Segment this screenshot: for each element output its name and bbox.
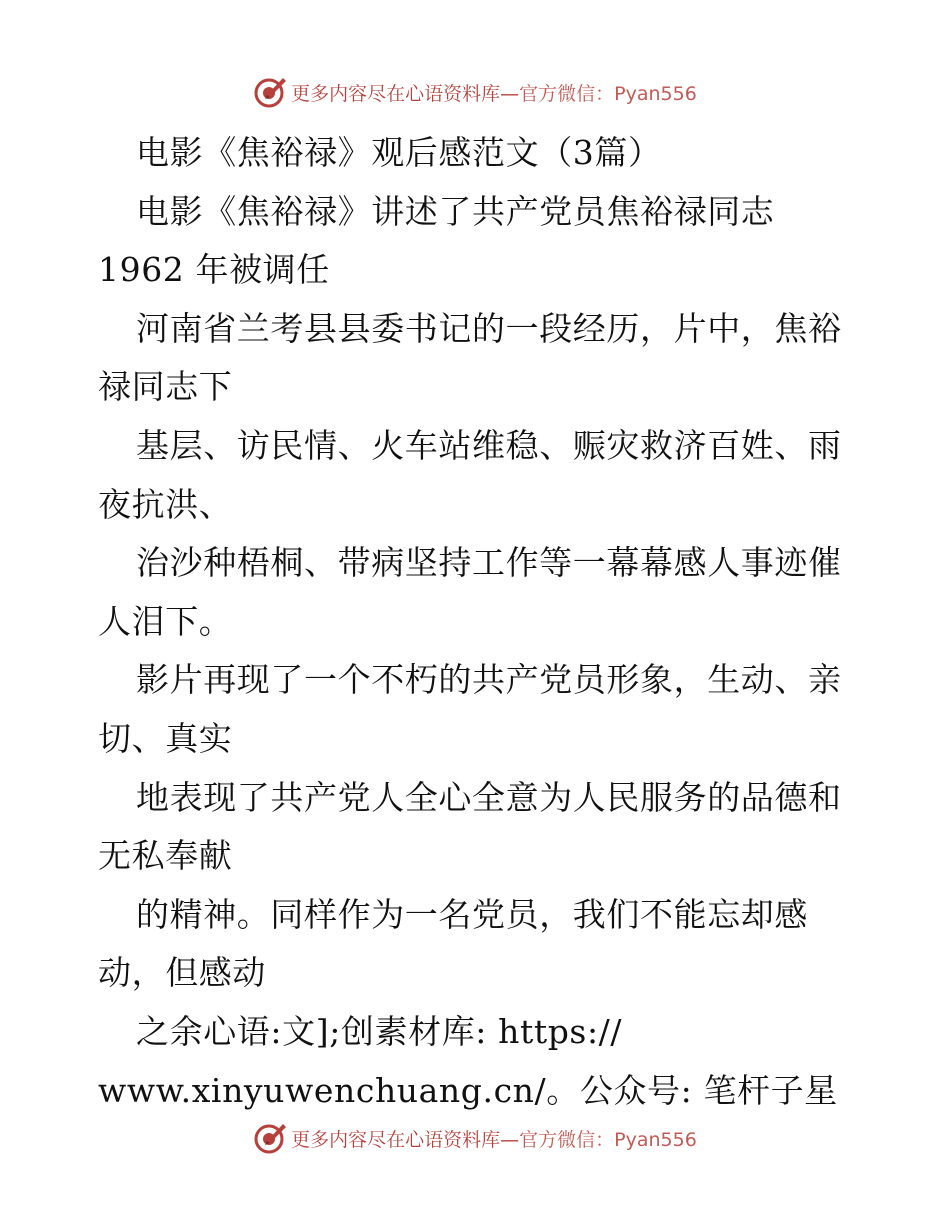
pen-logo-icon <box>253 1121 287 1155</box>
doc-line: 基层、访民情、火车站维稳、赈灾救济百姓、雨 <box>136 425 842 465</box>
header-banner <box>0 72 950 112</box>
footer-banner-inner <box>253 1121 697 1155</box>
doc-line: 地表现了共产党人全心全意为人民服务的品德和 <box>136 777 842 817</box>
header-banner-text <box>291 79 697 106</box>
doc-line: 电影《焦裕禄》讲述了共产党员焦裕禄同志 <box>136 191 775 231</box>
header-banner-dash: — <box>500 82 520 105</box>
footer-banner <box>0 1118 950 1158</box>
doc-line: 禄同志下 <box>98 367 233 407</box>
doc-line: 治沙种梧桐、带病坚持工作等一幕幕感人事迹催 <box>136 543 842 583</box>
doc-line: 动，但感动 <box>98 953 266 993</box>
footer-banner-contact: 官方微信：Pyan556 <box>519 1128 697 1151</box>
doc-line: 1962 年被调任 <box>98 250 330 290</box>
doc-line: 影片再现了一个不朽的共产党员形象，生动、亲 <box>136 660 842 700</box>
doc-line: 切、真实 <box>98 718 233 758</box>
header-banner-title: 更多内容尽在心语资料库 <box>291 82 501 105</box>
document-body <box>98 124 858 1120</box>
header-banner-inner <box>253 75 697 109</box>
doc-line: 人泪下。 <box>98 601 233 641</box>
doc-line: 夜抗洪、 <box>98 484 233 524</box>
pen-logo-icon <box>253 75 287 109</box>
doc-line: 无私奉献 <box>98 836 233 876</box>
footer-banner-dash: — <box>500 1128 520 1151</box>
doc-line: 河南省兰考县县委书记的一段经历，片中，焦裕 <box>136 308 842 348</box>
doc-line: 之余心语:文];创素材库: https:// <box>136 1011 623 1051</box>
footer-banner-text <box>291 1125 697 1152</box>
footer-banner-title: 更多内容尽在心语资料库 <box>291 1128 501 1151</box>
header-banner-contact: 官方微信：Pyan556 <box>519 82 697 105</box>
doc-line: www.xinyuwenchuang.cn/。公众号: 笔杆子星 <box>98 1070 838 1110</box>
doc-title: 电影《焦裕禄》观后感范文（3篇） <box>136 133 662 172</box>
doc-line: 的精神。同样作为一名党员，我们不能忘却感 <box>136 894 808 934</box>
